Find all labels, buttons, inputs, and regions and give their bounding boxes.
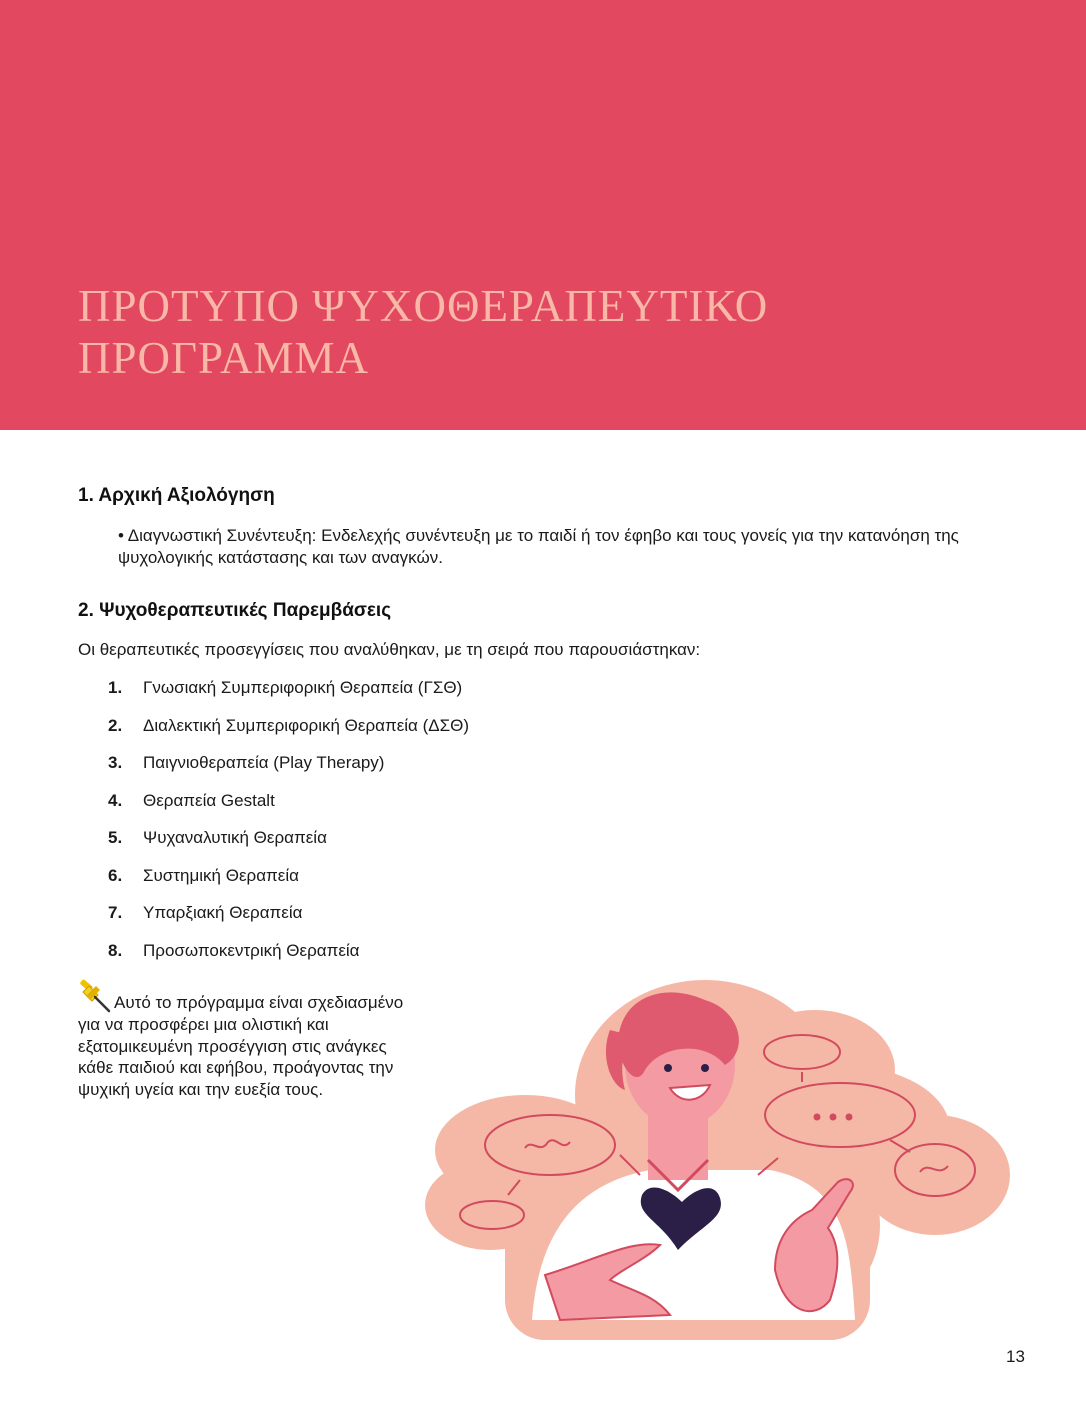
section-2-intro: Οι θεραπευτικές προσεγγίσεις που αναλύθηκαν, με τη σειρά που παρουσιάστηκαν: bbox=[78, 640, 701, 659]
list-item-text: Ψυχαναλυτική Θεραπεία bbox=[143, 828, 327, 847]
bullet-text: Διαγνωστική Συνέντευξη: Ενδελεχής συνέντευξη με το παιδί ή τον έφηβο και τους γονείς για την κατανόηση της ψυχολογικής κατάστασης και των αναγκών. bbox=[118, 526, 959, 567]
bullet-item bbox=[118, 525, 1018, 569]
list-item-text: Θεραπεία Gestalt bbox=[143, 790, 275, 810]
list-item bbox=[108, 866, 469, 904]
person-illustration bbox=[420, 970, 1020, 1350]
bullet-marker: • bbox=[118, 526, 124, 545]
list-item-text: Διαλεκτική Συμπεριφορική Θεραπεία (ΔΣΘ) bbox=[143, 715, 470, 735]
list-item-number: 3. bbox=[108, 753, 123, 772]
list-item-text: Παιγνιοθεραπεία (Play Therapy) bbox=[143, 753, 385, 772]
list-item-text: Προσωποκεντρική Θεραπεία bbox=[143, 940, 360, 960]
list-item-number: 6. bbox=[108, 865, 123, 885]
document-title bbox=[78, 280, 768, 384]
list-item-number: 4. bbox=[108, 790, 123, 810]
list-item bbox=[108, 941, 469, 979]
list-item bbox=[108, 753, 469, 791]
list-item bbox=[108, 791, 469, 829]
section-1-heading: 1. Αρχική Αξιολόγηση bbox=[78, 485, 275, 506]
list-item-number: 7. bbox=[108, 903, 123, 922]
note-text: Αυτό το πρόγραμμα είναι σχεδιασμένο για να προσφέρει μια ολιστική και εξατομικευμένη προσέγγιση στις ανάγκες κάθε παιδιού και εφήβου, προάγοντας την ψυχική υγεία και την ευεξία τους. bbox=[78, 993, 404, 1099]
list-item bbox=[108, 678, 469, 716]
list-item-text: Υπαρξιακή Θεραπεία bbox=[143, 903, 303, 922]
list-item-text: Γνωσιακή Συμπεριφορική Θεραπεία (ΓΣΘ) bbox=[143, 678, 463, 697]
list-item-number: 2. bbox=[108, 715, 123, 735]
note-paragraph bbox=[78, 978, 423, 1100]
list-item bbox=[108, 716, 469, 754]
header-banner bbox=[0, 0, 1086, 430]
title-line-2: ΠΡΟΓΡΑΜΜΑ bbox=[78, 333, 369, 383]
section-2-heading: 2. Ψυχοθεραπευτικές Παρεμβάσεις bbox=[78, 600, 392, 621]
list-item-number: 5. bbox=[108, 828, 123, 847]
list-item bbox=[108, 903, 469, 941]
list-item bbox=[108, 828, 469, 866]
list-item-text: Συστημική Θεραπεία bbox=[143, 865, 299, 885]
page-number: 13 bbox=[1006, 1347, 1025, 1366]
list-item-number: 8. bbox=[108, 940, 123, 960]
pushpin-icon bbox=[78, 978, 114, 1014]
title-line-1: ΠΡΟΤΥΠΟ ΨΥΧΟΘΕΡΑΠΕΥΤΙΚΟ bbox=[78, 281, 769, 331]
list-item-number: 1. bbox=[108, 678, 123, 697]
therapy-list bbox=[108, 678, 469, 978]
